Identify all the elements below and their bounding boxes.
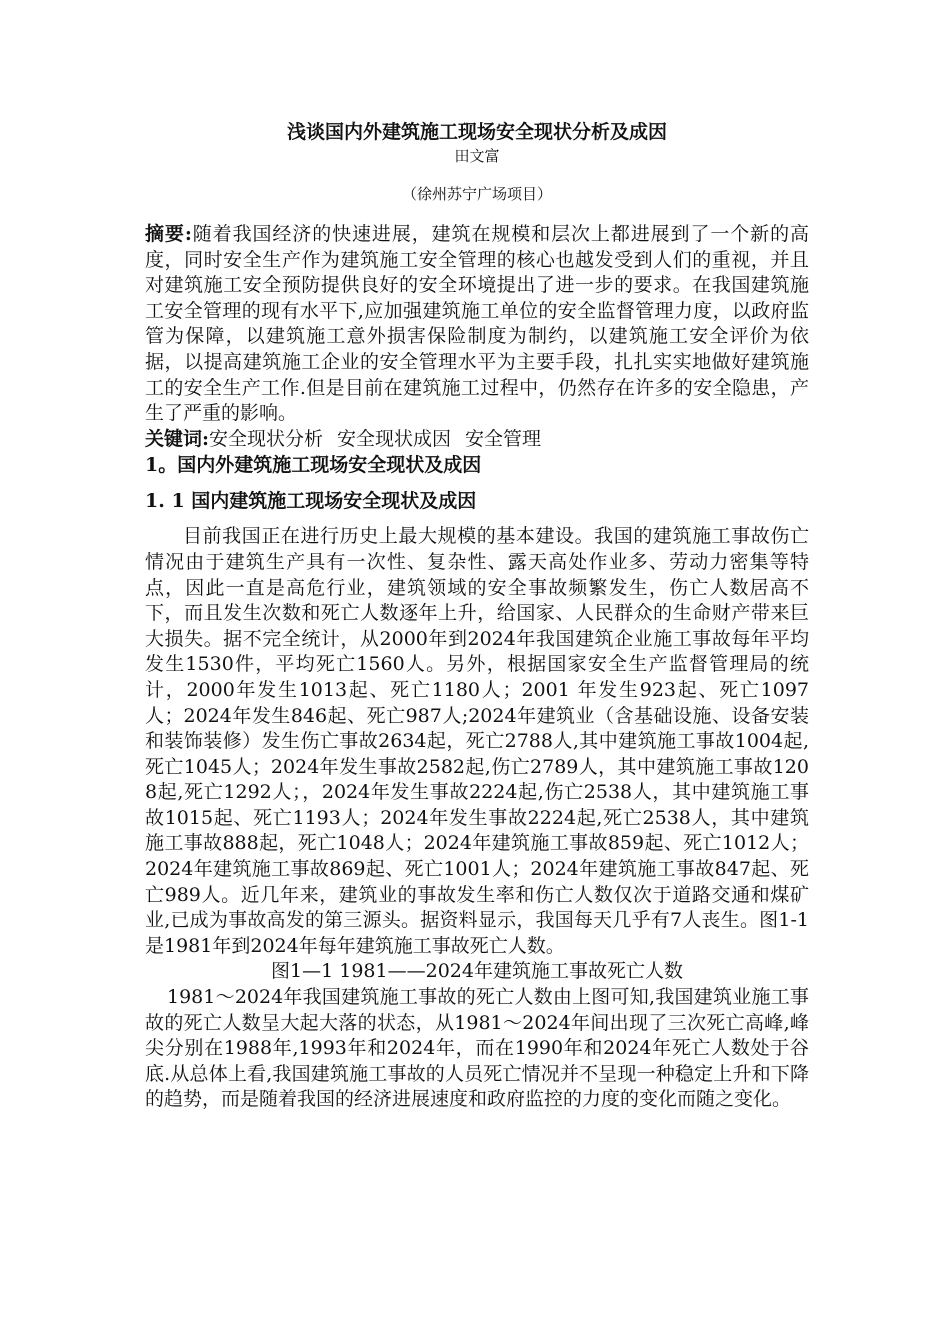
keyword-item: 安全管理: [465, 427, 542, 450]
author-affiliation: （徐州苏宁广场项目）: [401, 185, 552, 203]
body-paragraph: 1981～2024年我国建筑施工事故的死亡人数由上图可知,我国建筑业施工事故的死亡人数呈大起大落的状态，从1981～2024年间出现了三次死亡高峰,峰尖分别在1988年,1993年和2024年，而在1990年和2024年死亡人数处于谷底.从总体上看,我国建筑施工事故的人员死亡情况并不呈现一种稳定上升和下降的趋势，而是随着我国的经济进展速度和政府监控的力度的变化而随之变化。: [145, 986, 809, 1111]
keyword-item: 安全现状分析: [209, 427, 324, 450]
figure-caption: 图1—1 1981——2024年建筑施工事故死亡人数: [271, 960, 683, 983]
document-title: 浅谈国内外建筑施工现场安全现状分析及成因: [286, 121, 667, 143]
keywords-line: [145, 427, 809, 453]
keyword-item: 安全现状成因: [337, 427, 452, 450]
abstract-text: 随着我国经济的快速进展，建筑在规模和层次上都进展到了一个新的高度，同时安全生产作为建筑施工安全管理的核心也越发受到人们的重视，并且对建筑施工安全预防提供良好的安全环境提出了进一步的要求。在我国建筑施工安全管理的现有水平下,应加强建筑施工单位的安全监督管理力度，以政府监管为保障，以建筑施工意外损害保险制度为制约，以建筑施工安全评价为依据，以提高建筑施工企业的安全管理水平为主要手段，扎扎实实地做好建筑施工的安全生产工作.但是目前在建筑施工过程中，仍然存在许多的安全隐患，产生了严重的影响。: [145, 223, 809, 425]
author-name: 田文富: [454, 147, 500, 165]
document-page: [145, 118, 809, 1113]
section-heading-1-1: 1. 1 国内建筑施工现场安全现状及成因: [145, 490, 477, 513]
keywords-label: 关键词:: [145, 427, 210, 450]
abstract-paragraph: [145, 222, 809, 427]
section-heading-1: 1。国内外建筑施工现场安全现状及成因: [145, 454, 482, 477]
body-paragraph: 目前我国正在进行历史上最大规模的基本建设。我国的建筑施工事故伤亡情况由于建筑生产具有一次性、复杂性、露天高处作业多、劳动力密集等特点，因此一直是高危行业，建筑领域的安全事故频繁发生，伤亡人数居高不下，而且发生次数和死亡人数逐年上升，给国家、人民群众的生命财产带来巨大损失。据不完全统计，从2000年到2024年我国建筑企业施工事故每年平均发生1530件，平均死亡1560人。另外，根据国家安全生产监督管理局的统计，2000年发生1013起、死亡1180人；2001 年发生923起、死亡1097人；2024年发生846起、死亡987人;2024年建筑业（含基础设施、设备安装和装饰装修）发生伤亡事故2634起，死亡2788人,其中建筑施工事故1004起,死亡1045人；2024年发生事故2582起,伤亡2789人，其中建筑施工事故1208起,死亡1292人；，2024年发生事故2224起,伤亡2538人，其中建筑施工事故1015起、死亡1193人；2024年发生事故2224起,死亡2538人，其中建筑施工事故888起，死亡1048人；2024年建筑施工事故859起、死亡1012人；2024年建筑施工事故869起、死亡1001人；2024年建筑施工事故847起、死亡989人。近几年来，建筑业的事故发生率和伤亡人数仅次于道路交通和煤矿业,已成为事故高发的第三源头。据资料显示，我国每天几乎有7人丧生。图1-1是1981年到2024年每年建筑施工事故死亡人数。: [145, 525, 809, 957]
abstract-label: 摘要:: [145, 223, 192, 245]
